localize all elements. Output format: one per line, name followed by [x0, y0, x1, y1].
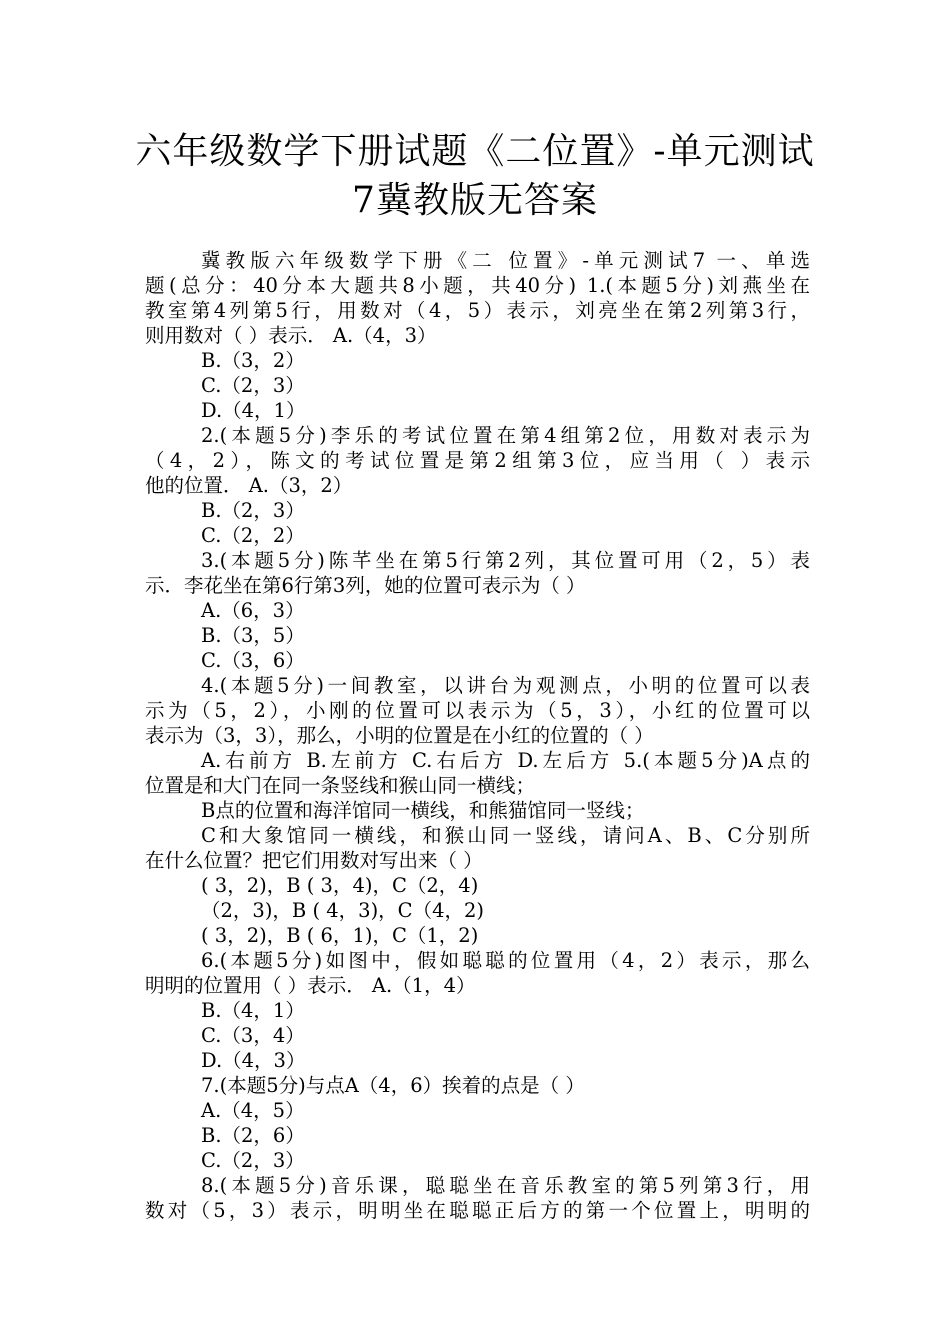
- text-line: 示为（5，2），小刚的位置可以表示为（5，3），小红的位置可以: [145, 699, 810, 722]
- text-line: 明明的位置用（ ）表示． A.（1，4）: [145, 974, 476, 997]
- text-line: A.（6，3）: [201, 599, 305, 622]
- text-line: 冀教版六年级数学下册《二 位置》-单元测试7 一、单选: [201, 249, 810, 272]
- document-title-line-1: 六年级数学下册试题《二位置》-单元测试: [135, 131, 815, 172]
- text-line: C和大象馆同一横线，和猴山同一竖线，请问A、B、C分别所: [201, 824, 810, 847]
- text-line: 3.(本题5分)陈芊坐在第5行第2列，其位置可用（2，5）表: [201, 549, 810, 572]
- text-line: 则用数对（ ）表示． A.（4，3）: [145, 324, 437, 347]
- document-body: [145, 248, 810, 1223]
- text-line: 他的位置． A.（3，2）: [145, 474, 353, 497]
- text-line: 7.(本题5分)与点A（4，6）挨着的点是（ ）: [201, 1074, 585, 1097]
- text-line: A.右前方 B.左前方 C.右后方 D.左后方 5.(本题5分)A点的: [201, 749, 810, 772]
- text-line: B.（2，6）: [201, 1124, 305, 1147]
- text-line: A.（4，5）: [201, 1099, 305, 1122]
- text-line: ( 3，2)，B ( 3，4)，C（2，4): [201, 874, 479, 897]
- text-line: B.（2，3）: [201, 499, 305, 522]
- text-line: B.（3，5）: [201, 624, 305, 647]
- text-line: 示．李花坐在第6行第3列，她的位置可表示为（ ）: [145, 574, 586, 597]
- text-line: C.（2，3）: [201, 1149, 305, 1172]
- text-line: 数对（5，3）表示，明明坐在聪聪正后方的第一个位置上，明明的: [145, 1199, 810, 1222]
- text-line: 6.(本题5分)如图中，假如聪聪的位置用（4，2）表示，那么: [201, 949, 810, 972]
- text-line: D.（4，3）: [201, 1049, 306, 1072]
- text-line: D.（4，1）: [201, 399, 306, 422]
- text-line: C.（3，4）: [201, 1024, 305, 1047]
- text-line: C.（2，3）: [201, 374, 305, 397]
- text-line: B.（4，1）: [201, 999, 305, 1022]
- text-line: B.（3，2）: [201, 349, 305, 372]
- text-line: 表示为（3，3），那么，小明的位置是在小红的位置的（ ）: [145, 724, 654, 747]
- text-line: ( 3，2)，B ( 6，1)，C（1，2): [201, 924, 479, 947]
- text-line: 在什么位置？把它们用数对写出来（ ）: [145, 849, 483, 872]
- text-line: C.（3，6）: [201, 649, 305, 672]
- text-line: 位置是和大门在同一条竖线和猴山同一横线；: [145, 774, 536, 797]
- text-line: B点的位置和海洋馆同一横线，和熊猫馆同一竖线；: [201, 799, 645, 822]
- text-line: 4.(本题5分)一间教室，以讲台为观测点，小明的位置可以表: [201, 674, 810, 697]
- text-line: （4，2），陈文的考试位置是第2组第3位，应当用（ ）表示: [145, 449, 810, 472]
- text-line: 2.(本题5分)李乐的考试位置在第4组第2位，用数对表示为: [201, 424, 810, 447]
- text-line: 教室第4列第5行，用数对（4，5）表示，刘亮坐在第2列第3行，: [145, 299, 810, 322]
- document-title-line-2: 7冀教版无答案: [352, 180, 598, 221]
- text-line: 8.(本题5分)音乐课，聪聪坐在音乐教室的第5列第3行，用: [201, 1174, 810, 1197]
- text-line: C.（2，2）: [201, 524, 305, 547]
- text-line: （2，3)，B ( 4，3)，C（4，2): [201, 899, 485, 922]
- text-line: 题(总分：40分本大题共8小题，共40分) 1.(本题5分)刘燕坐在: [145, 274, 810, 297]
